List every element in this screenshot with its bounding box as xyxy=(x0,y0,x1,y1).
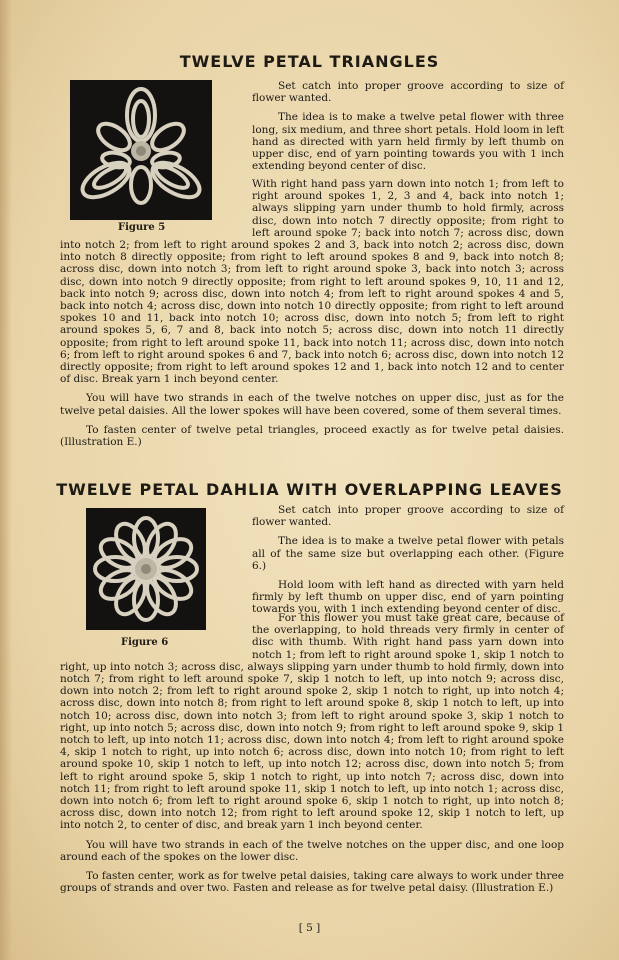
dahlia-flower-illustration xyxy=(91,514,201,624)
dahlia-paragraph-4: For this flower you must take great care, because of the overlapping, to hold threads very firmly in center of disc with thumb. With right hand pass yarn down into notch 1; from left to right around spoke 1, skip 1 notch to right, up into notch 3; across disc, always slipping yarn under thumb to hold firmly, down into notch 7; from right to left around spoke 7, skip 1 notch to left, up into notch 9; across disc, down into notch 2; from left to right around spoke 2, skip 1 notch to right, up into notch 4; across disc, down into notch 8; from right to left around spoke 8, skip 1 notch to left, up into notch 10; across disc, down into notch 3; from left to right around spoke 3, skip 1 notch to right, up into notch 5; across disc, down into notch 9; from right to left around spoke 9, skip 1 notch to left, up into notch 11; across disc, down into notch 4; from left to right around spoke 4, skip 1 notch to right, up into notch 6; across disc, down into notch 10; from right to left around spoke 10, skip 1 notch to left, up into notch 12; across disc, down into notch 5; from left to right around spoke 5, skip 1 notch to right, up into notch 7; across disc, down into notch 11; from right to left around spoke 11, skip 1 notch to left, up into notch 1; across disc, down into notch 6; from left to right around spoke 6, skip 1 notch to right, up into notch 8; across disc, down into notch 12; from right to left around spoke 12, skip 1 notch to left, up into notch 2, to center of disc, and break yarn 1 inch beyond center. xyxy=(60,612,564,832)
figure-wrap-spacer xyxy=(60,612,252,650)
dahlia-paragraph-2: The idea is to make a twelve petal flower with petals all of the same size but overlapping each other. (Figure 6.) xyxy=(252,535,564,572)
triangles-paragraph-4: You will have two strands in each of the twelve notches on upper disc, just as for the twelve petal daisies. All the lower spokes will have been covered, some of them several times. xyxy=(60,392,564,417)
triangles-paragraph-1: Set catch into proper groove according to size of flower wanted. xyxy=(252,80,564,105)
dahlia-paragraph-6: To fasten center, work as for twelve petal daisies, taking care always to work under three groups of strands and over two. Fasten and release as for twelve petal daisy. (Illustration E.) xyxy=(60,870,564,895)
triangles-paragraph-3: With right hand pass yarn down into notch 1; from left to right around spokes 1, 2, 3 and 4, back into notch 1; always slipping yarn under thumb to hold firmly, across disc, down into notch 7 directly opposite; from right to left around spoke 7; back into notch 7; across disc, down into notch 2; from left to right around spokes 2 and 3, back into notch 2; across disc, down into notch 8 directly opposite; from right to left around spokes 8 and 9, back into notch 8; across disc, down into notch 3; from left to right around spoke 3, back into notch 3; across disc, down into notch 9 directly opposite; from right to left around spokes 9, 10, 11 and 12, back into notch 9; across disc, down into notch 4; from left to right around spokes 4 and 5, back into notch 4; across disc, down into notch 10 directly opposite; from right to left around spokes 10 and 11, back into notch 10; across disc, down into notch 5; from left to right around spokes 5, 6, 7 and 8, back into notch 5; across disc, down into notch 11 directly opposite; from right to left around spoke 11, back into notch 11; across disc, down into notch 6; from left to right around spokes 6 and 7, back into notch 6; across disc, down into notch 12 directly opposite; from right to left around spokes 12 and 1, back into notch 12 and to center of disc. Break yarn 1 inch beyond center. xyxy=(60,178,564,386)
section-title-twelve-petal-dahlia: TWELVE PETAL DAHLIA WITH OVERLAPPING LEAVES xyxy=(56,480,563,499)
dahlia-intro-block xyxy=(252,504,564,623)
section-title-twelve-petal-triangles: TWELVE PETAL TRIANGLES xyxy=(179,52,440,71)
figure-5-caption: Figure 5 xyxy=(118,222,166,233)
dahlia-paragraph-3: Hold loom with left hand as directed with yarn held firmly by left thumb on upper disc, end of yarn pointing towards you, with 1 inch extending beyond center of disc. xyxy=(252,579,564,616)
dahlia-body-block xyxy=(60,612,564,901)
dahlia-paragraph-1: Set catch into proper groove according to size of flower wanted. xyxy=(252,504,564,529)
dahlia-paragraph-5: You will have two strands in each of the twelve notches on the upper disc, and one loop around each of the spokes on the lower disc. xyxy=(60,838,564,863)
triangles-body-block xyxy=(60,178,564,455)
triangles-paragraph-5: To fasten center of twelve petal triangles, proceed exactly as for twelve petal daisies. (Illustration E.) xyxy=(60,423,564,449)
figure-wrap-spacer xyxy=(60,178,252,234)
figure-6-caption: Figure 6 xyxy=(121,637,169,648)
triangles-paragraph-2: The idea is to make a twelve petal flower with three long, six medium, and three short petals. Hold loom in left hand as directed with yarn held firmly by left thumb on upper disc, end of yarn pointing towards you with 1 inch extending beyond center of disc. xyxy=(252,111,564,173)
triangles-intro-block xyxy=(252,80,564,179)
page-number: [ 5 ] xyxy=(298,922,321,934)
